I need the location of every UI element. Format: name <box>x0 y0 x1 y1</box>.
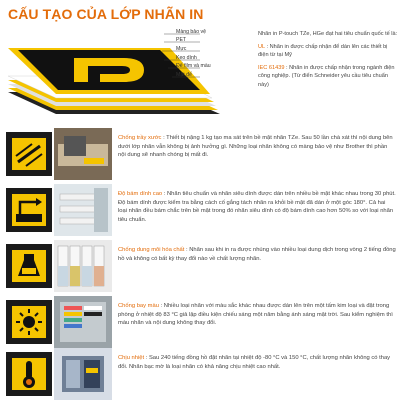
feature-body: : Nhiều loại nhãn với màu sắc khác nhau được dán lên trên một tấm kim loại và đặt trong phòng ở nhiệt độ 83 °C giả lập điều kiện chiếu sáng một năm bằng ánh sáng mặt trời. Sau kiểm nghiệm thì màu nhãn và nội dung không thay đổi. <box>118 303 393 327</box>
layer-label-backing: Mặt đế <box>176 72 192 78</box>
feature-text-scratch <box>118 134 396 160</box>
intro-iec <box>258 64 398 88</box>
adhesion-test-photo <box>54 184 112 236</box>
layer-label-ink: Mực <box>176 46 187 52</box>
intro-paragraph: Nhãn in P-touch TZe, HGe đạt hai tiêu chuẩn quốc tế là: <box>258 31 398 37</box>
layer-label-pet: PET <box>176 37 187 43</box>
chemical-test-photo <box>54 240 112 292</box>
feature-head: Chịu nhiệt <box>118 355 145 361</box>
page-title: CẤU TẠO CỦA LỚP NHÃN IN <box>8 6 204 22</box>
iec-standard-label: IEC 61439 <box>258 65 285 72</box>
feature-head: Chống trầy xước <box>118 135 162 141</box>
feature-row-scratch <box>0 128 400 180</box>
feature-body: : Nhãn sau khi in ra được nhúng vào nhiều loại dung dịch trong vòng 2 tiếng đồng hồ và không có bất kỳ thay đổi nào về chất lượng nhãn. <box>118 247 396 262</box>
fade-resistance-icon <box>6 300 52 344</box>
ul-standard-text: : Nhãn in được chấp nhận để dán lên các thiết bị điện từ tại Mỹ <box>258 44 388 59</box>
feature-head: Chống bay màu <box>118 303 159 309</box>
feature-row-heat <box>0 348 400 400</box>
scratch-resistance-icon <box>6 132 52 176</box>
layer-label-adhesive: Keo dính <box>176 55 197 61</box>
scratch-test-photo <box>54 128 112 180</box>
feature-text-fade <box>118 302 396 328</box>
feature-text-heat <box>118 354 396 371</box>
feature-row-fade <box>0 296 400 348</box>
feature-body: : Nhãn tiêu chuẩn và nhãn siêu dính được dán trên nhiều bề mặt khác nhau trong 30 phút. Độ bám dính được kiểm tra bằng cách cố gắng tách nhãn ra khỏi bề mặt đã dán ở một góc 180°. Cả hai loại nhãn đều bám chắc trên bề mặt trong đó nhãn siêu dính có độ bám dính cao hơn 50% so với loại nhãn tiêu chuẩn. <box>118 191 396 224</box>
layer-label-film: Đế film và màu <box>176 63 211 69</box>
ul-standard-label: UL <box>258 44 265 51</box>
intro-text <box>258 30 398 94</box>
feature-head: Độ bám dính cao <box>118 191 163 197</box>
fade-test-photo <box>54 296 112 348</box>
feature-text-chemical <box>118 246 396 263</box>
iec-standard-text: : Nhãn in được chấp nhận trong ngành điện công nghiệp. (Từ điển Schneider yêu cầu tiêu chuẩn này) <box>258 65 395 88</box>
feature-head: Chống dung môi hóa chất <box>118 247 185 253</box>
feature-body: : Sau 240 tiếng đồng hồ đặt nhãn tại nhiệt độ -80 °C và 150 °C, chất lượng nhãn không có thay đổi. Nhãn bạc mờ là loại nhãn có khả năng chịu nhiệt cao nhất. <box>118 355 391 370</box>
heat-test-photo <box>54 348 112 400</box>
adhesion-icon <box>6 188 52 232</box>
feature-body: : Thiết bị nặng 1 kg tạo ma sát trên bề mặt nhãn TZe. Sau 50 lần chà xát thì nội dung bên dưới lớp nhãn vẫn không bị ảnh hưởng gì. Những loại nhãn không có màng bảo vệ như Brother thì phần nội dung sẽ nhanh chóng bị mất đi. <box>118 135 393 159</box>
layer-label-protective: Màng bảo vệ <box>176 29 206 35</box>
feature-row-adhesion <box>0 184 400 236</box>
heat-resistance-icon <box>6 352 52 396</box>
feature-text-adhesion <box>118 190 396 225</box>
feature-row-chemical <box>0 240 400 292</box>
intro-ul <box>258 43 398 59</box>
label-layers-diagram <box>4 26 220 122</box>
chemical-resistance-icon <box>6 244 52 288</box>
